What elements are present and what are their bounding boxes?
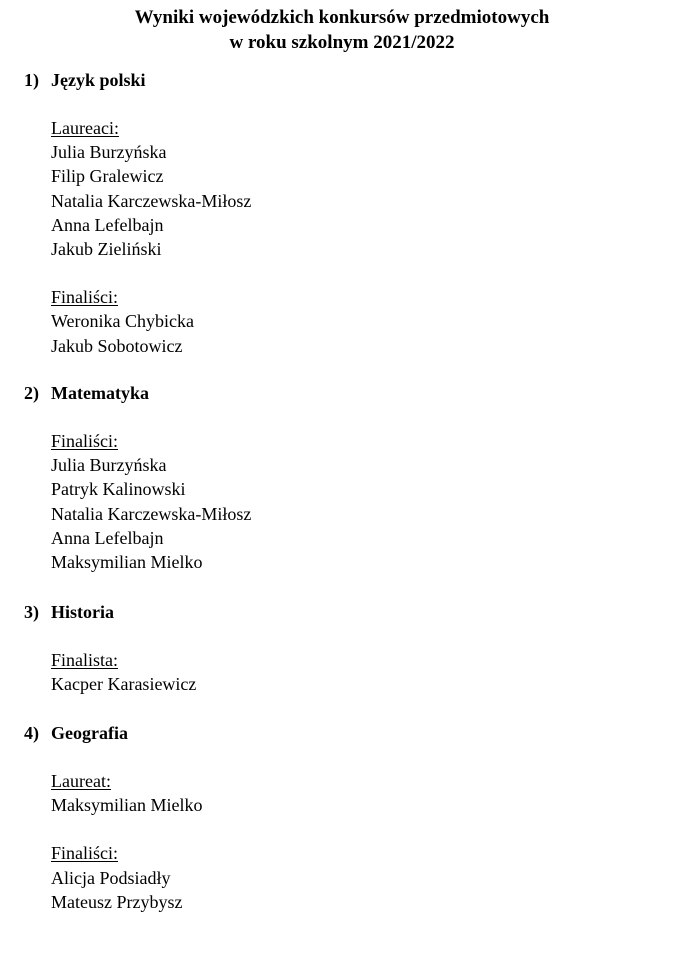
page-title (0, 5, 684, 55)
group-label: Finaliści: (51, 431, 118, 451)
title-line-1: Wyniki wojewódzkich konkursów przedmiotowych (134, 7, 550, 28)
title-line-2: w roku szkolnym 2021/2022 (229, 32, 455, 53)
group-label: Laureaci: (51, 118, 119, 138)
group-laureaci (24, 116, 664, 261)
group-label: Finaliści: (51, 287, 118, 308)
group-label: Finalista: (51, 650, 118, 670)
list-item: Filip Gralewicz (51, 166, 164, 187)
section-heading (24, 721, 664, 745)
group-finalisci (24, 841, 664, 914)
section-name: Język polski (51, 70, 146, 90)
section-number: 3) (24, 602, 39, 622)
group-finalisci (24, 285, 664, 358)
list-item: Anna Lefelbajn (51, 527, 164, 548)
list-item: Mateusz Przybysz (51, 891, 183, 912)
section-heading (24, 600, 664, 624)
list-item: Maksymilian Mielko (51, 552, 203, 573)
section-matematyka (24, 381, 664, 574)
section-name: Geografia (51, 723, 128, 743)
section-name: Historia (51, 602, 114, 622)
list-item: Alicja Podsiadły (51, 867, 171, 888)
group-finalista (24, 648, 664, 696)
list-item: Julia Burzyńska (51, 455, 167, 476)
section-jezyk-polski (24, 68, 664, 358)
group-label: Finaliści: (51, 843, 118, 864)
list-item: Natalia Karczewska-Miłosz (51, 503, 252, 524)
list-item: Natalia Karczewska-Miłosz (51, 190, 252, 211)
group-laureat (24, 769, 664, 817)
list-item: Maksymilian Mielko (51, 795, 203, 816)
section-name: Matematyka (51, 383, 149, 403)
list-item: Julia Burzyńska (51, 142, 167, 163)
section-heading (24, 68, 664, 92)
section-heading (24, 381, 664, 405)
section-number: 1) (24, 70, 39, 90)
list-item: Jakub Zieliński (51, 239, 162, 260)
group-finalisci (24, 429, 664, 574)
section-historia (24, 600, 664, 696)
list-item: Kacper Karasiewicz (51, 674, 197, 695)
list-item: Patryk Kalinowski (51, 479, 186, 500)
list-item: Jakub Sobotowicz (51, 335, 183, 356)
list-item: Weronika Chybicka (51, 311, 195, 332)
section-geografia (24, 721, 664, 914)
list-item: Anna Lefelbajn (51, 214, 164, 235)
section-number: 4) (24, 723, 39, 743)
section-number: 2) (24, 383, 39, 403)
group-label: Laureat: (51, 771, 111, 791)
